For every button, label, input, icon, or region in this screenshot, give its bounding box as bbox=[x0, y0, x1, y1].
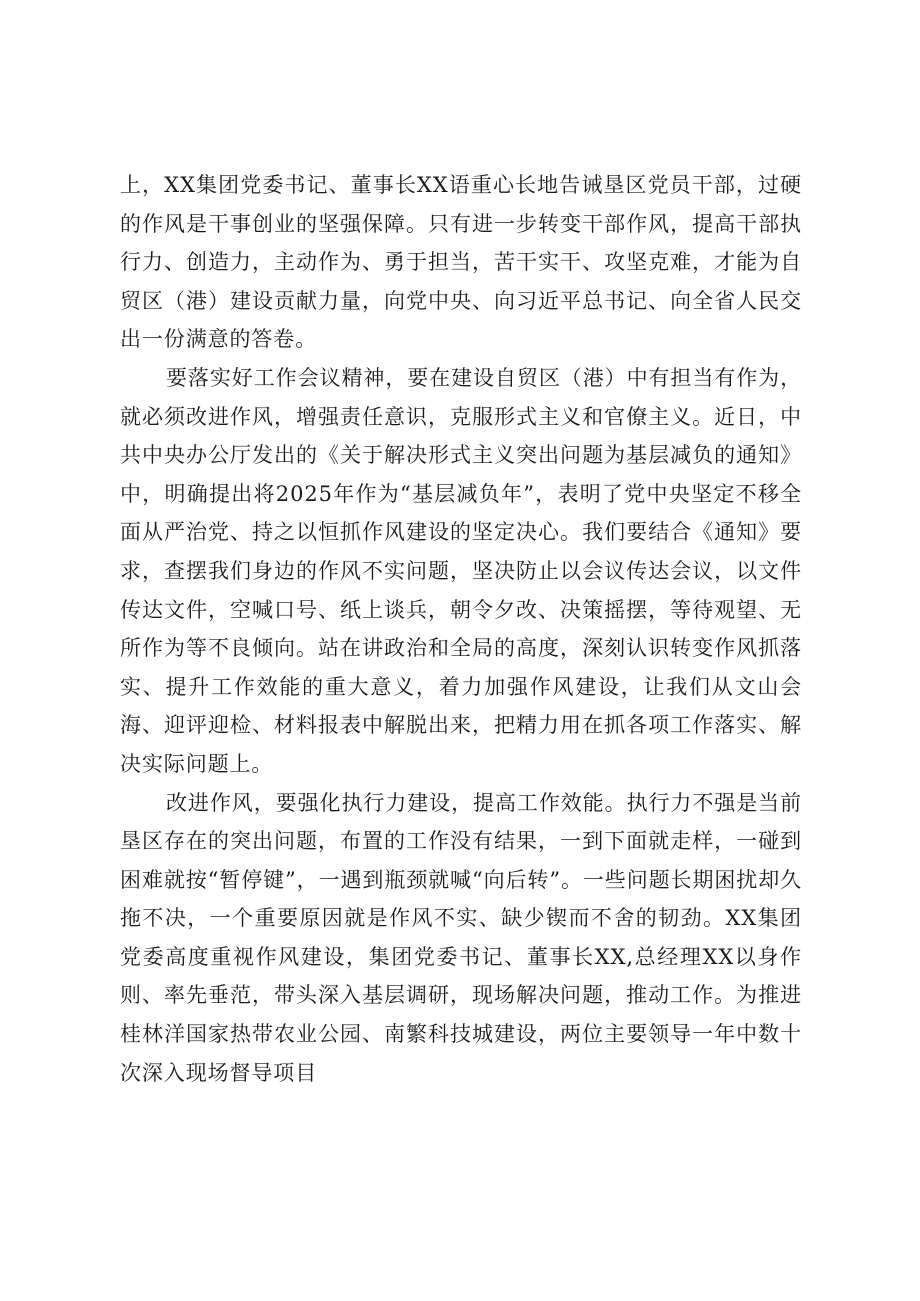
paragraph-work-style: 要落实好工作会议精神，要在建设自贸区（港）中有担当有作为，就必须改进作风，增强责任意识，克服形式主义和官僚主义。近日，中共中央办公厅发出的《关于解决形式主义突出问题为基层减负的通知》中，明确提出将2025年作为“基层减负年”，表明了党中央坚定不移全面从严治党、持之以恒抓作风建设的坚定决心。我们要结合《通知》要求，查摆我们身边的作风不实问题，坚决防止以会议传达会议，以文件传达文件，空喊口号、纸上谈兵，朝令夕改、决策摇摆，等待观望、无所作为等不良倾向。站在讲政治和全局的高度，深刻认识转变作风抓落实、提升工作效能的重大意义，着力加强作风建设，让我们从文山会海、迎评迎检、材料报表中解脱出来，把精力用在抓各项工作落实、解决实际问题上。 bbox=[120, 365, 802, 776]
paragraph-execution: 改进作风，要强化执行力建设，提高工作效能。执行力不强是当前垦区存在的突出问题，布置的工作没有结果，一到下面就走样，一碰到困难就按“暂停键”，一遇到瓶颈就喊“向后转”。一些问题长期困扰却久拖不决，一个重要原因就是作风不实、缺少锲而不舍的韧劲。XX集团党委高度重视作风建设，集团党委书记、董事长XX,总经理XX以身作则、率先垂范，带头深入基层调研，现场解决问题，推动工作。为推进桂林洋国家热带农业公园、南繁科技城建设，两位主要领导一年中数十次深入现场督导项目 bbox=[120, 790, 802, 1085]
paragraph-continuation: 上，XX集团党委书记、董事长XX语重心长地告诫垦区党员干部，过硬的作风是干事创业的坚强保障。只有进一步转变干部作风，提高干部执行力、创造力，主动作为、勇于担当，苦干实干、攻坚克难，才能为自贸区（港）建设贡献力量，向党中央、向习近平总书记、向全省人民交出一份满意的答卷。 bbox=[120, 173, 802, 352]
document-body bbox=[120, 166, 802, 1092]
